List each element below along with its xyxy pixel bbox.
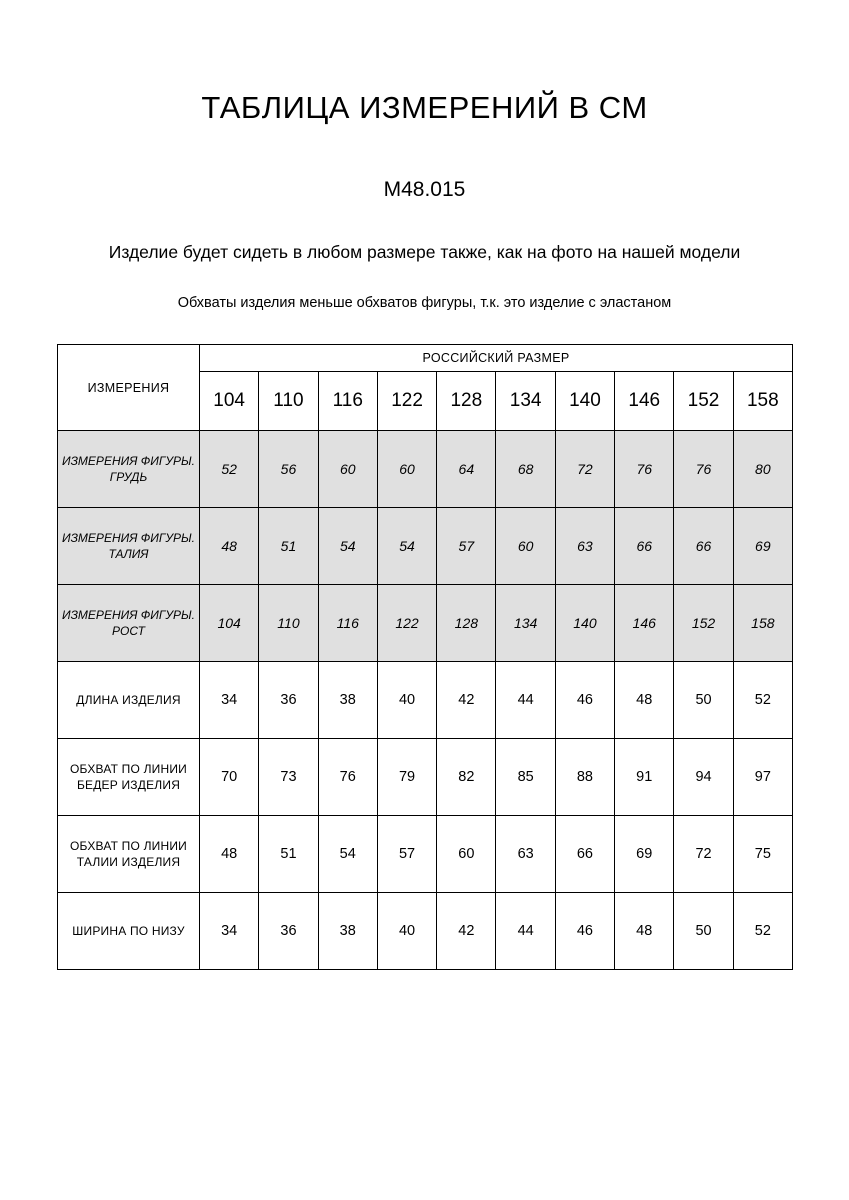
table-cell: 140 (555, 585, 614, 662)
table-cell: 68 (496, 431, 555, 508)
table-row-label: ИЗМЕРЕНИЯ ФИГУРЫ. ГРУДЬ (58, 431, 200, 508)
table-cell: 60 (496, 508, 555, 585)
table-row (58, 739, 793, 816)
table-cell: 40 (377, 893, 436, 970)
table-cell: 116 (318, 585, 377, 662)
model-code: M48.015 (383, 178, 466, 201)
table-header-span-label: РОССИЙСКИЙ РАЗМЕР (200, 345, 793, 372)
table-row-label: ИЗМЕРЕНИЯ ФИГУРЫ. РОСТ (58, 585, 200, 662)
table-size-header-cell: 158 (733, 372, 792, 431)
table-cell: 88 (555, 739, 614, 816)
table-cell: 38 (318, 893, 377, 970)
note-text: Обхваты изделия меньше обхватов фигуры, т.к. это изделие с эластаном (177, 295, 672, 312)
table-cell: 76 (318, 739, 377, 816)
table-cell: 54 (318, 508, 377, 585)
table-cell: 54 (377, 508, 436, 585)
table-row-label: ШИРИНА ПО НИЗУ (58, 893, 200, 970)
table-cell: 82 (437, 739, 496, 816)
table-cell: 104 (200, 585, 259, 662)
table-cell: 60 (377, 431, 436, 508)
table-cell: 63 (496, 816, 555, 893)
table-cell: 42 (437, 662, 496, 739)
table-head (58, 345, 793, 431)
table-cell: 46 (555, 893, 614, 970)
table-cell: 50 (674, 893, 733, 970)
table-cell: 76 (615, 431, 674, 508)
table-cell: 73 (259, 739, 318, 816)
table-corner-label: ИЗМЕРЕНИЯ (58, 345, 200, 431)
lead-text: Изделие будет сидеть в любом размере также, как на фото на нашей модели (108, 242, 741, 262)
table-cell: 44 (496, 893, 555, 970)
table-size-header-cell: 152 (674, 372, 733, 431)
table-cell: 76 (674, 431, 733, 508)
table-cell: 158 (733, 585, 792, 662)
table-size-header-cell: 146 (615, 372, 674, 431)
table-cell: 48 (615, 893, 674, 970)
table-cell: 42 (437, 893, 496, 970)
table-cell: 50 (674, 662, 733, 739)
size-table-wrapper (57, 344, 792, 970)
table-cell: 44 (496, 662, 555, 739)
table-cell: 122 (377, 585, 436, 662)
table-body (58, 431, 793, 970)
table-cell: 146 (615, 585, 674, 662)
table-cell: 128 (437, 585, 496, 662)
table-cell: 134 (496, 585, 555, 662)
page-title: ТАБЛИЦА ИЗМЕРЕНИЙ В СМ (201, 90, 648, 125)
table-cell: 52 (200, 431, 259, 508)
table-cell: 60 (437, 816, 496, 893)
table-cell: 36 (259, 893, 318, 970)
table-size-header-cell: 140 (555, 372, 614, 431)
table-row-label: ОБХВАТ ПО ЛИНИИ ТАЛИИ ИЗДЕЛИЯ (58, 816, 200, 893)
table-cell: 69 (733, 508, 792, 585)
table-cell: 57 (437, 508, 496, 585)
table-cell: 72 (674, 816, 733, 893)
table-size-header-cell: 116 (318, 372, 377, 431)
table-cell: 66 (674, 508, 733, 585)
table-cell: 38 (318, 662, 377, 739)
table-row (58, 893, 793, 970)
table-size-header-cell: 122 (377, 372, 436, 431)
table-cell: 46 (555, 662, 614, 739)
table-cell: 51 (259, 508, 318, 585)
table-cell: 91 (615, 739, 674, 816)
table-row (58, 816, 793, 893)
table-row-label: ИЗМЕРЕНИЯ ФИГУРЫ. ТАЛИЯ (58, 508, 200, 585)
table-cell: 79 (377, 739, 436, 816)
table-cell: 34 (200, 893, 259, 970)
table-cell: 97 (733, 739, 792, 816)
table-cell: 80 (733, 431, 792, 508)
table-cell: 75 (733, 816, 792, 893)
table-cell: 94 (674, 739, 733, 816)
table-size-header-cell: 110 (259, 372, 318, 431)
size-table (57, 344, 793, 970)
table-cell: 60 (318, 431, 377, 508)
table-cell: 85 (496, 739, 555, 816)
table-cell: 66 (555, 816, 614, 893)
table-cell: 57 (377, 816, 436, 893)
table-cell: 64 (437, 431, 496, 508)
table-cell: 63 (555, 508, 614, 585)
table-cell: 48 (200, 816, 259, 893)
table-row-label: ОБХВАТ ПО ЛИНИИ БЕДЕР ИЗДЕЛИЯ (58, 739, 200, 816)
table-cell: 34 (200, 662, 259, 739)
table-size-header-cell: 134 (496, 372, 555, 431)
table-size-header-cell: 104 (200, 372, 259, 431)
table-cell: 152 (674, 585, 733, 662)
table-cell: 54 (318, 816, 377, 893)
table-size-header-cell: 128 (437, 372, 496, 431)
table-row (58, 431, 793, 508)
table-row (58, 508, 793, 585)
table-cell: 110 (259, 585, 318, 662)
table-cell: 69 (615, 816, 674, 893)
table-row-label: ДЛИНА ИЗДЕЛИЯ (58, 662, 200, 739)
table-cell: 40 (377, 662, 436, 739)
table-cell: 66 (615, 508, 674, 585)
table-cell: 56 (259, 431, 318, 508)
table-cell: 72 (555, 431, 614, 508)
table-cell: 52 (733, 893, 792, 970)
table-row (58, 662, 793, 739)
table-cell: 52 (733, 662, 792, 739)
table-row (58, 585, 793, 662)
table-cell: 36 (259, 662, 318, 739)
table-cell: 70 (200, 739, 259, 816)
table-header-span-row (58, 345, 793, 372)
table-cell: 51 (259, 816, 318, 893)
table-cell: 48 (200, 508, 259, 585)
table-cell: 48 (615, 662, 674, 739)
